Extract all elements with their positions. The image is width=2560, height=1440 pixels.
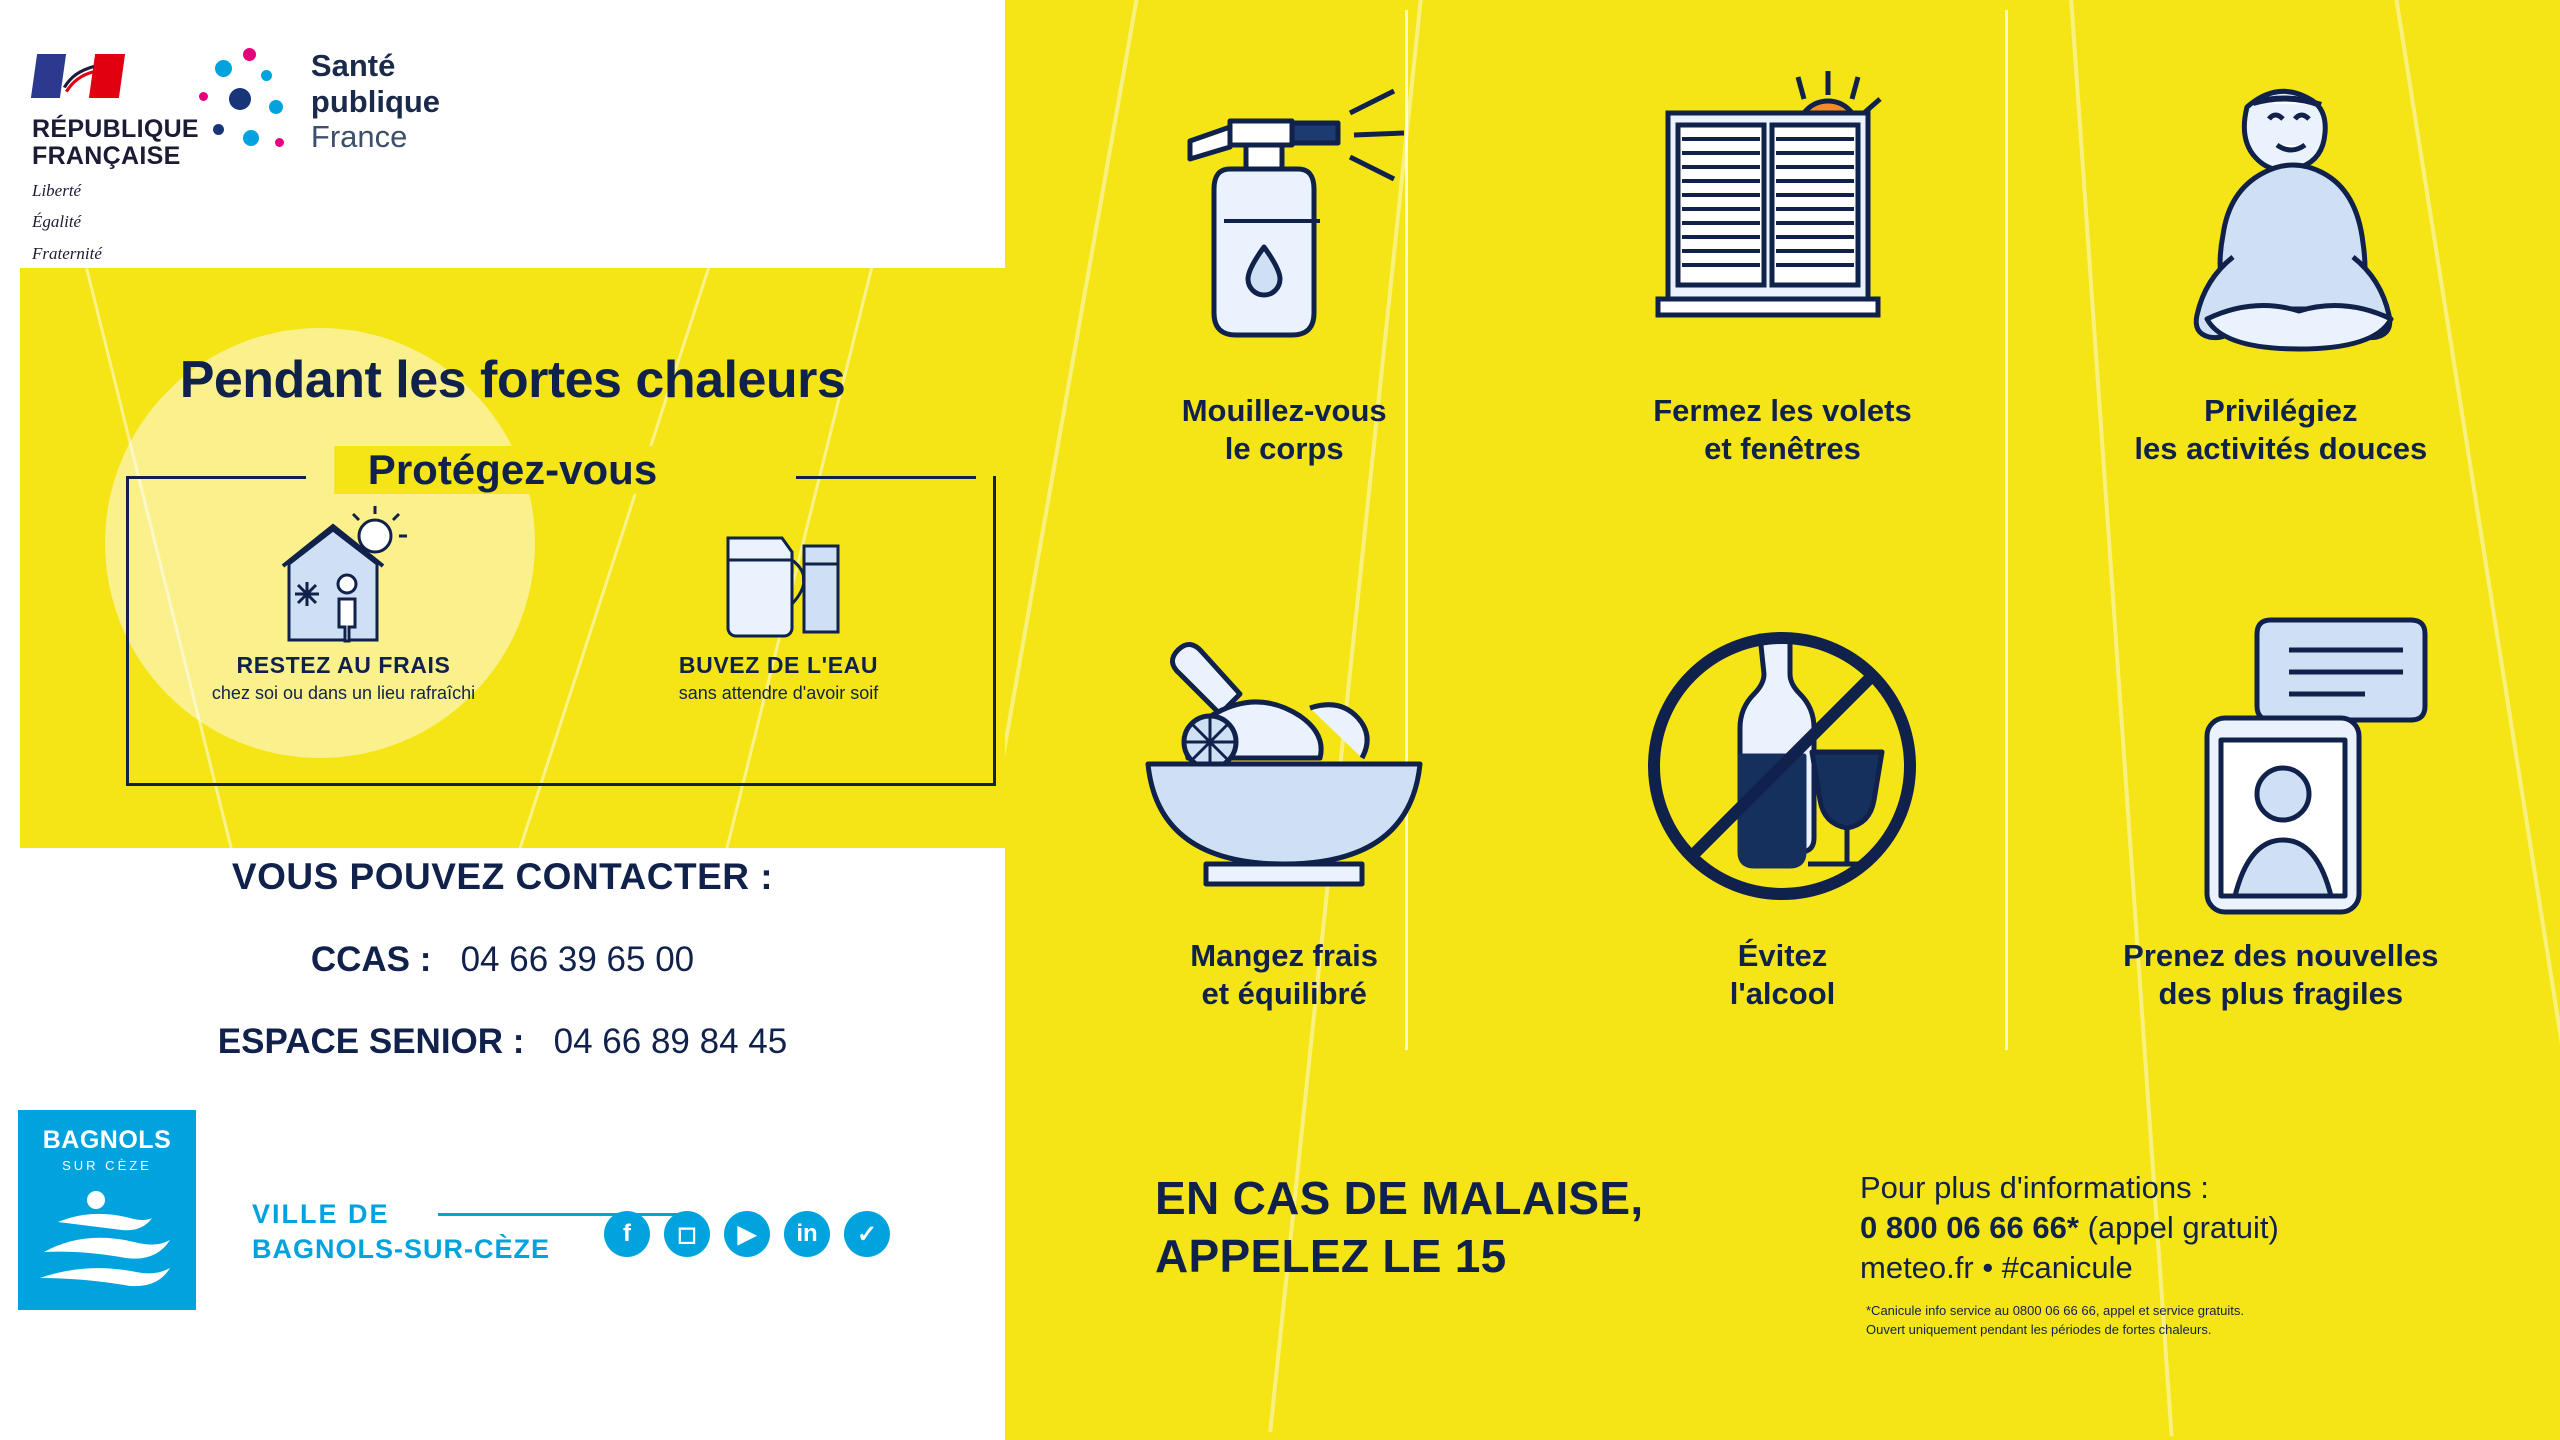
spray-bottle-icon	[1134, 56, 1434, 386]
info-line-1: Pour plus d'informations :	[1860, 1170, 2209, 1205]
tip-line-2: le corps	[1224, 430, 1344, 466]
linkedin-icon[interactable]: in	[784, 1211, 830, 1257]
social-links[interactable]	[604, 1211, 890, 1257]
contact-row-ccas	[0, 940, 1005, 980]
tip-line-2: les activités douces	[2134, 430, 2428, 466]
right-panel	[1005, 0, 2560, 1440]
left-panel	[0, 0, 1005, 1440]
tip-caption	[1182, 392, 1387, 468]
spf-line-1: Santé	[310, 48, 396, 83]
tip-caption	[1653, 392, 1911, 468]
tip-line-2: et fenêtres	[1704, 430, 1861, 466]
city-branding	[18, 1110, 998, 1310]
french-flag-icon	[32, 48, 130, 110]
yoga-person-icon	[2111, 56, 2451, 386]
republique-line-1: RÉPUBLIQUE	[32, 115, 199, 143]
tip-line-1: Prenez des nouvelles	[2123, 938, 2439, 973]
protege-label: Protégez-vous	[334, 446, 691, 494]
tip-mangez-frais	[1035, 575, 1533, 1120]
tip-fermez-les-volets	[1533, 30, 2031, 575]
tip-line-2: des plus fragiles	[2158, 975, 2404, 1011]
contact-section	[0, 856, 1005, 1062]
shutters-sun-icon	[1622, 56, 1942, 386]
protege-item-rester-au-frais	[164, 502, 524, 704]
food-bowl-icon	[1114, 601, 1454, 931]
contact-label: ESPACE SENIOR :	[217, 1022, 525, 1061]
sante-publique-france-logo	[199, 48, 440, 160]
republique-francaise-logo	[20, 48, 199, 264]
info-line-3: meteo.fr • #canicule	[1860, 1250, 2133, 1285]
bagnols-logo-name: BAGNOLS	[42, 1126, 172, 1154]
tip-line-1: Mangez frais	[1190, 938, 1379, 973]
protege-item-title: RESTEZ AU FRAIS	[236, 652, 451, 678]
tip-caption	[1730, 937, 1836, 1013]
contact-heading: VOUS POUVEZ CONTACTER :	[231, 856, 774, 897]
card-title: Pendant les fortes chaleurs	[179, 351, 846, 409]
contact-value: 04 66 89 84 45	[553, 1022, 788, 1061]
ville-wordmark	[252, 1199, 550, 1265]
tip-evitez-lalcool	[1533, 575, 2031, 1120]
left-header	[0, 0, 1005, 268]
devise-liberte: Liberté	[32, 181, 82, 200]
contact-value: 04 66 39 65 00	[460, 940, 695, 979]
tip-line-2: l'alcool	[1729, 975, 1836, 1011]
bagnols-emblem-icon	[38, 1182, 176, 1292]
tip-caption	[1190, 937, 1378, 1013]
info-line-2	[1860, 1210, 2500, 1246]
emergency-line-2: APPELEZ LE 15	[1155, 1229, 1507, 1282]
house-cool-icon	[164, 502, 524, 652]
devise-egalite: Égalité	[32, 212, 82, 232]
info-phone-free: (appel gratuit)	[2087, 1210, 2279, 1245]
info-note	[1860, 1302, 2500, 1340]
protege-item-buvez-de-leau	[599, 502, 959, 704]
bagnols-logo	[18, 1110, 196, 1310]
facebook-icon[interactable]: f	[604, 1211, 650, 1257]
spf-wordmark	[311, 48, 440, 155]
right-footer	[1005, 1140, 2560, 1440]
tip-line-1: Évitez	[1737, 938, 1828, 973]
water-jug-icon	[599, 502, 959, 652]
protege-item-subtitle: chez soi ou dans un lieu rafraîchi	[211, 683, 476, 703]
tip-caption	[2123, 937, 2438, 1013]
devise-fraternite: Fraternité	[32, 243, 102, 263]
no-alcohol-icon	[1622, 601, 1942, 931]
spf-line-3: France	[310, 119, 408, 155]
info-note-line-2: Ouvert uniquement pendant les périodes de fortes chaleurs.	[1866, 1321, 2212, 1337]
contact-label: CCAS :	[310, 940, 432, 979]
info-note-line-1: *Canicule info service au 0800 06 66 66, appel et service gratuits.	[1866, 1303, 2244, 1318]
contact-row-espace-senior	[0, 1022, 1005, 1062]
protege-items	[126, 488, 996, 784]
tip-caption	[2134, 392, 2427, 468]
ville-line-2: BAGNOLS-SUR-CÈZE	[252, 1234, 550, 1264]
info-phone-number: 0 800 06 66 66*	[1860, 1210, 2079, 1245]
emergency-message	[1155, 1170, 1643, 1285]
tip-privilegiez-activites-douces	[2032, 30, 2530, 575]
emergency-line-1: EN CAS DE MALAISE,	[1155, 1172, 1644, 1224]
more-info-block	[1860, 1170, 2500, 1340]
spf-dots-icon	[199, 48, 295, 160]
spf-line-2: publique	[310, 83, 441, 119]
tip-mouillez-vous-le-corps	[1035, 30, 1533, 575]
app-icon[interactable]: ✓	[844, 1211, 890, 1257]
protect-yourself-card	[20, 268, 1005, 848]
tip-line-1: Mouillez-vous	[1181, 393, 1387, 428]
tip-prenez-des-nouvelles	[2032, 575, 2530, 1120]
protege-item-title: BUVEZ DE L'EAU	[678, 652, 879, 678]
instagram-icon[interactable]: ◻	[664, 1211, 710, 1257]
tip-line-1: Privilégiez	[2204, 393, 2358, 428]
republique-line-2: FRANÇAISE	[32, 142, 181, 170]
protege-item-subtitle: sans attendre d'avoir soif	[678, 683, 879, 703]
ville-rule	[438, 1213, 688, 1216]
tip-line-2: et équilibré	[1201, 975, 1367, 1011]
bagnols-logo-sub: SUR CÈZE	[62, 1158, 152, 1173]
phone-message-icon	[2121, 601, 2441, 931]
tip-line-1: Fermez les volets	[1653, 393, 1912, 428]
tips-grid	[1005, 0, 2560, 1120]
ville-line-1: VILLE DE	[252, 1199, 390, 1229]
youtube-icon[interactable]: ▶	[724, 1211, 770, 1257]
